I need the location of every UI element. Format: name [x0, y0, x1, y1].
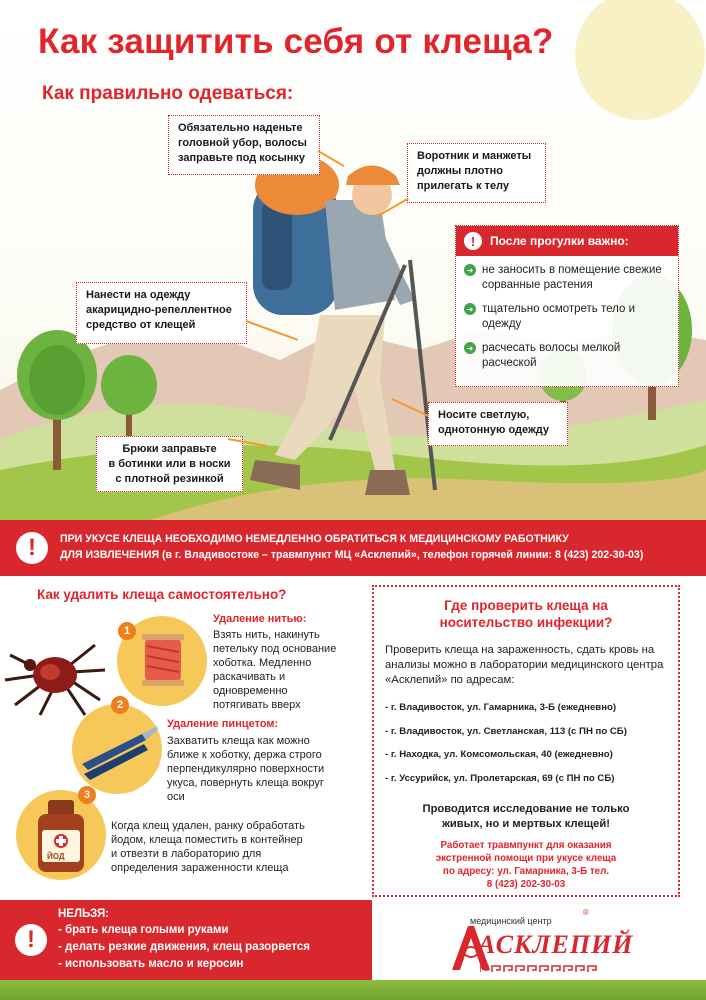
tip-line: заправьте под косынку	[178, 152, 306, 164]
grass-strip	[0, 980, 706, 1000]
step-line: укуса, повернуть клеща вокруг	[167, 777, 324, 789]
check-intro: Проверить клеща на зараженность, сдать кровь на анализы можно в лаборатории медицинского центра «Асклепий» по адресам:	[385, 644, 664, 686]
step-line: петельку под основание	[213, 643, 337, 655]
step-line: одновременно	[213, 685, 288, 697]
tip-light-clothing	[428, 402, 568, 446]
step1-title: Удаление нитью:	[213, 613, 307, 625]
tip-repellent	[76, 282, 247, 344]
arrow-bullet-icon: ➜	[464, 303, 476, 315]
warning-line: ПРИ УКУСЕ КЛЕЩА НЕОБХОДИМО НЕМЕДЛЕННО ОБРАТИТЬСЯ К МЕДИЦИНСКОМУ РАБОТНИКУ	[60, 533, 569, 545]
check-note-line: живых, но и мертвых клещей!	[442, 818, 610, 830]
address-item: - г. Владивосток, ул. Светланская, 113 (с ПН по СБ)	[385, 726, 627, 737]
step-line: хоботка. Медленно	[213, 657, 312, 669]
address-item: - г. Уссурийск, ул. Пролетарская, 69 (с ПН по СБ)	[385, 773, 615, 784]
tip-line: Носите светлую,	[438, 409, 530, 421]
tip-line: должны плотно	[417, 165, 503, 177]
tip-collar	[407, 143, 546, 203]
tweezers-icon	[72, 704, 162, 794]
step-line: потягивать вверх	[213, 699, 301, 711]
forbidden-item: - делать резкие движения, клещ разорвется	[58, 941, 310, 953]
step-line: раскачивать и	[213, 671, 286, 683]
exclamation-icon: !	[464, 232, 482, 250]
forbidden-header: НЕЛЬЗЯ:	[58, 908, 110, 920]
warning-line: ДЛЯ ИЗВЛЕЧЕНИЯ (в г. Владивостоке – травмпункт МЦ «Асклепий», телефон горячей линии: 8 (423) 202-30-03)	[60, 549, 644, 561]
after-walk-item	[456, 293, 678, 332]
forbidden-item: - брать клеща голыми руками	[58, 924, 229, 936]
tip-line: Обязательно наденьте	[178, 122, 303, 134]
tip-pants	[96, 436, 243, 492]
tip-line: головной убор, волосы	[178, 137, 307, 149]
after-walk-title: После прогулки важно:	[490, 234, 629, 248]
asklepiy-logo	[440, 908, 634, 980]
warning-exclamation-icon: !	[16, 532, 48, 564]
iodine-label: ЙОД	[47, 852, 65, 861]
sun	[575, 0, 705, 120]
after-walk-text: тщательно осмотреть тело и одежду	[482, 303, 635, 330]
check-note-line: Проводится исследование не только	[422, 803, 630, 815]
tip-line: однотонную одежду	[438, 424, 550, 436]
step-line: ближе к хоботку, держа строго	[167, 749, 322, 761]
clothing-subtitle: Как правильно одеваться:	[42, 83, 294, 104]
step-number: 1	[118, 622, 136, 640]
step-line: перпендикулярно поверхности	[167, 763, 325, 775]
removal-title: Как удалить клеща самостоятельно?	[37, 587, 287, 602]
step-line: оси	[167, 791, 185, 803]
address-item: - г. Владивосток, ул. Гамарника, 3-Б (ежедневно)	[385, 702, 617, 713]
forbidden-item: - использовать масло и керосин	[58, 958, 244, 970]
step-line: йодом, клеща поместить в контейнер	[111, 834, 303, 846]
logo-name: АСКЛЕПИЙ	[478, 930, 634, 959]
step3-text	[111, 819, 371, 875]
address-item: - г. Находка, ул. Комсомольская, 40 (ежедневно)	[385, 749, 613, 760]
tip-line: Нанести на одежду	[86, 289, 191, 301]
step-line: Когда клещ удален, ранку обработать	[111, 820, 305, 832]
check-note	[374, 802, 678, 832]
warning-text	[60, 531, 643, 563]
warning-bar	[0, 520, 706, 576]
page-title: Как защитить себя от клеща?	[38, 22, 554, 61]
trauma-line: экстренной помощи при укусе клеща	[435, 853, 617, 864]
step-line: определения зараженности клеща	[111, 862, 289, 874]
tip-line: средство от клещей	[86, 319, 196, 331]
iodine-bottle-icon	[16, 790, 106, 880]
after-walk-header	[456, 226, 678, 256]
after-walk-item	[456, 332, 678, 371]
step-line: Захватить клеща как можно	[167, 735, 310, 747]
tip-line: прилегать к телу	[417, 180, 510, 192]
arrow-bullet-icon: ➜	[464, 342, 476, 354]
check-title-line: Где проверить клеща на	[444, 598, 608, 613]
trauma-line: 8 (423) 202-30-03	[486, 879, 566, 890]
trauma-line: по адресу: ул. Гамарника, 3-Б тел.	[442, 866, 610, 877]
check-box	[372, 585, 680, 897]
tip-line: акарицидно-репеллентное	[86, 304, 232, 316]
tip-line: Воротник и манжеты	[417, 150, 532, 162]
tip-headwear	[168, 115, 320, 175]
after-walk-text: расчесать волосы мелкой расческой	[482, 342, 621, 369]
check-title	[374, 597, 678, 631]
forbidden-box	[0, 900, 372, 980]
tip-line: в ботинки или в носки	[108, 458, 231, 470]
forbidden-exclamation-icon: !	[15, 924, 47, 956]
after-walk-text: не заносить в помещение свежие сорванные растения	[482, 264, 662, 291]
trauma-info	[374, 839, 678, 891]
trauma-line: Работает травмпункт для оказания	[440, 840, 612, 851]
step-number: 2	[111, 696, 129, 714]
step2-text	[167, 734, 367, 804]
tip-line: Брюки заправьте	[122, 443, 217, 455]
step1-text	[213, 628, 363, 712]
step-line: и отвезти в лабораторию для	[111, 848, 262, 860]
logo-meander-ornament	[480, 964, 600, 974]
step2-title: Удаление пинцетом:	[167, 718, 279, 730]
check-title-line: носительство инфекции?	[439, 615, 613, 630]
after-walk-box	[455, 225, 679, 387]
after-walk-item	[456, 256, 678, 293]
step3-circle	[16, 790, 106, 880]
step-number: 3	[78, 786, 96, 804]
step2-circle	[72, 704, 162, 794]
arrow-bullet-icon: ➜	[464, 264, 476, 276]
logo-top-text: медицинский центр	[470, 916, 552, 926]
step-line: Взять нить, накинуть	[213, 629, 320, 641]
tip-line: с плотной резинкой	[115, 473, 224, 485]
logo-registered-mark: ®	[583, 908, 589, 917]
